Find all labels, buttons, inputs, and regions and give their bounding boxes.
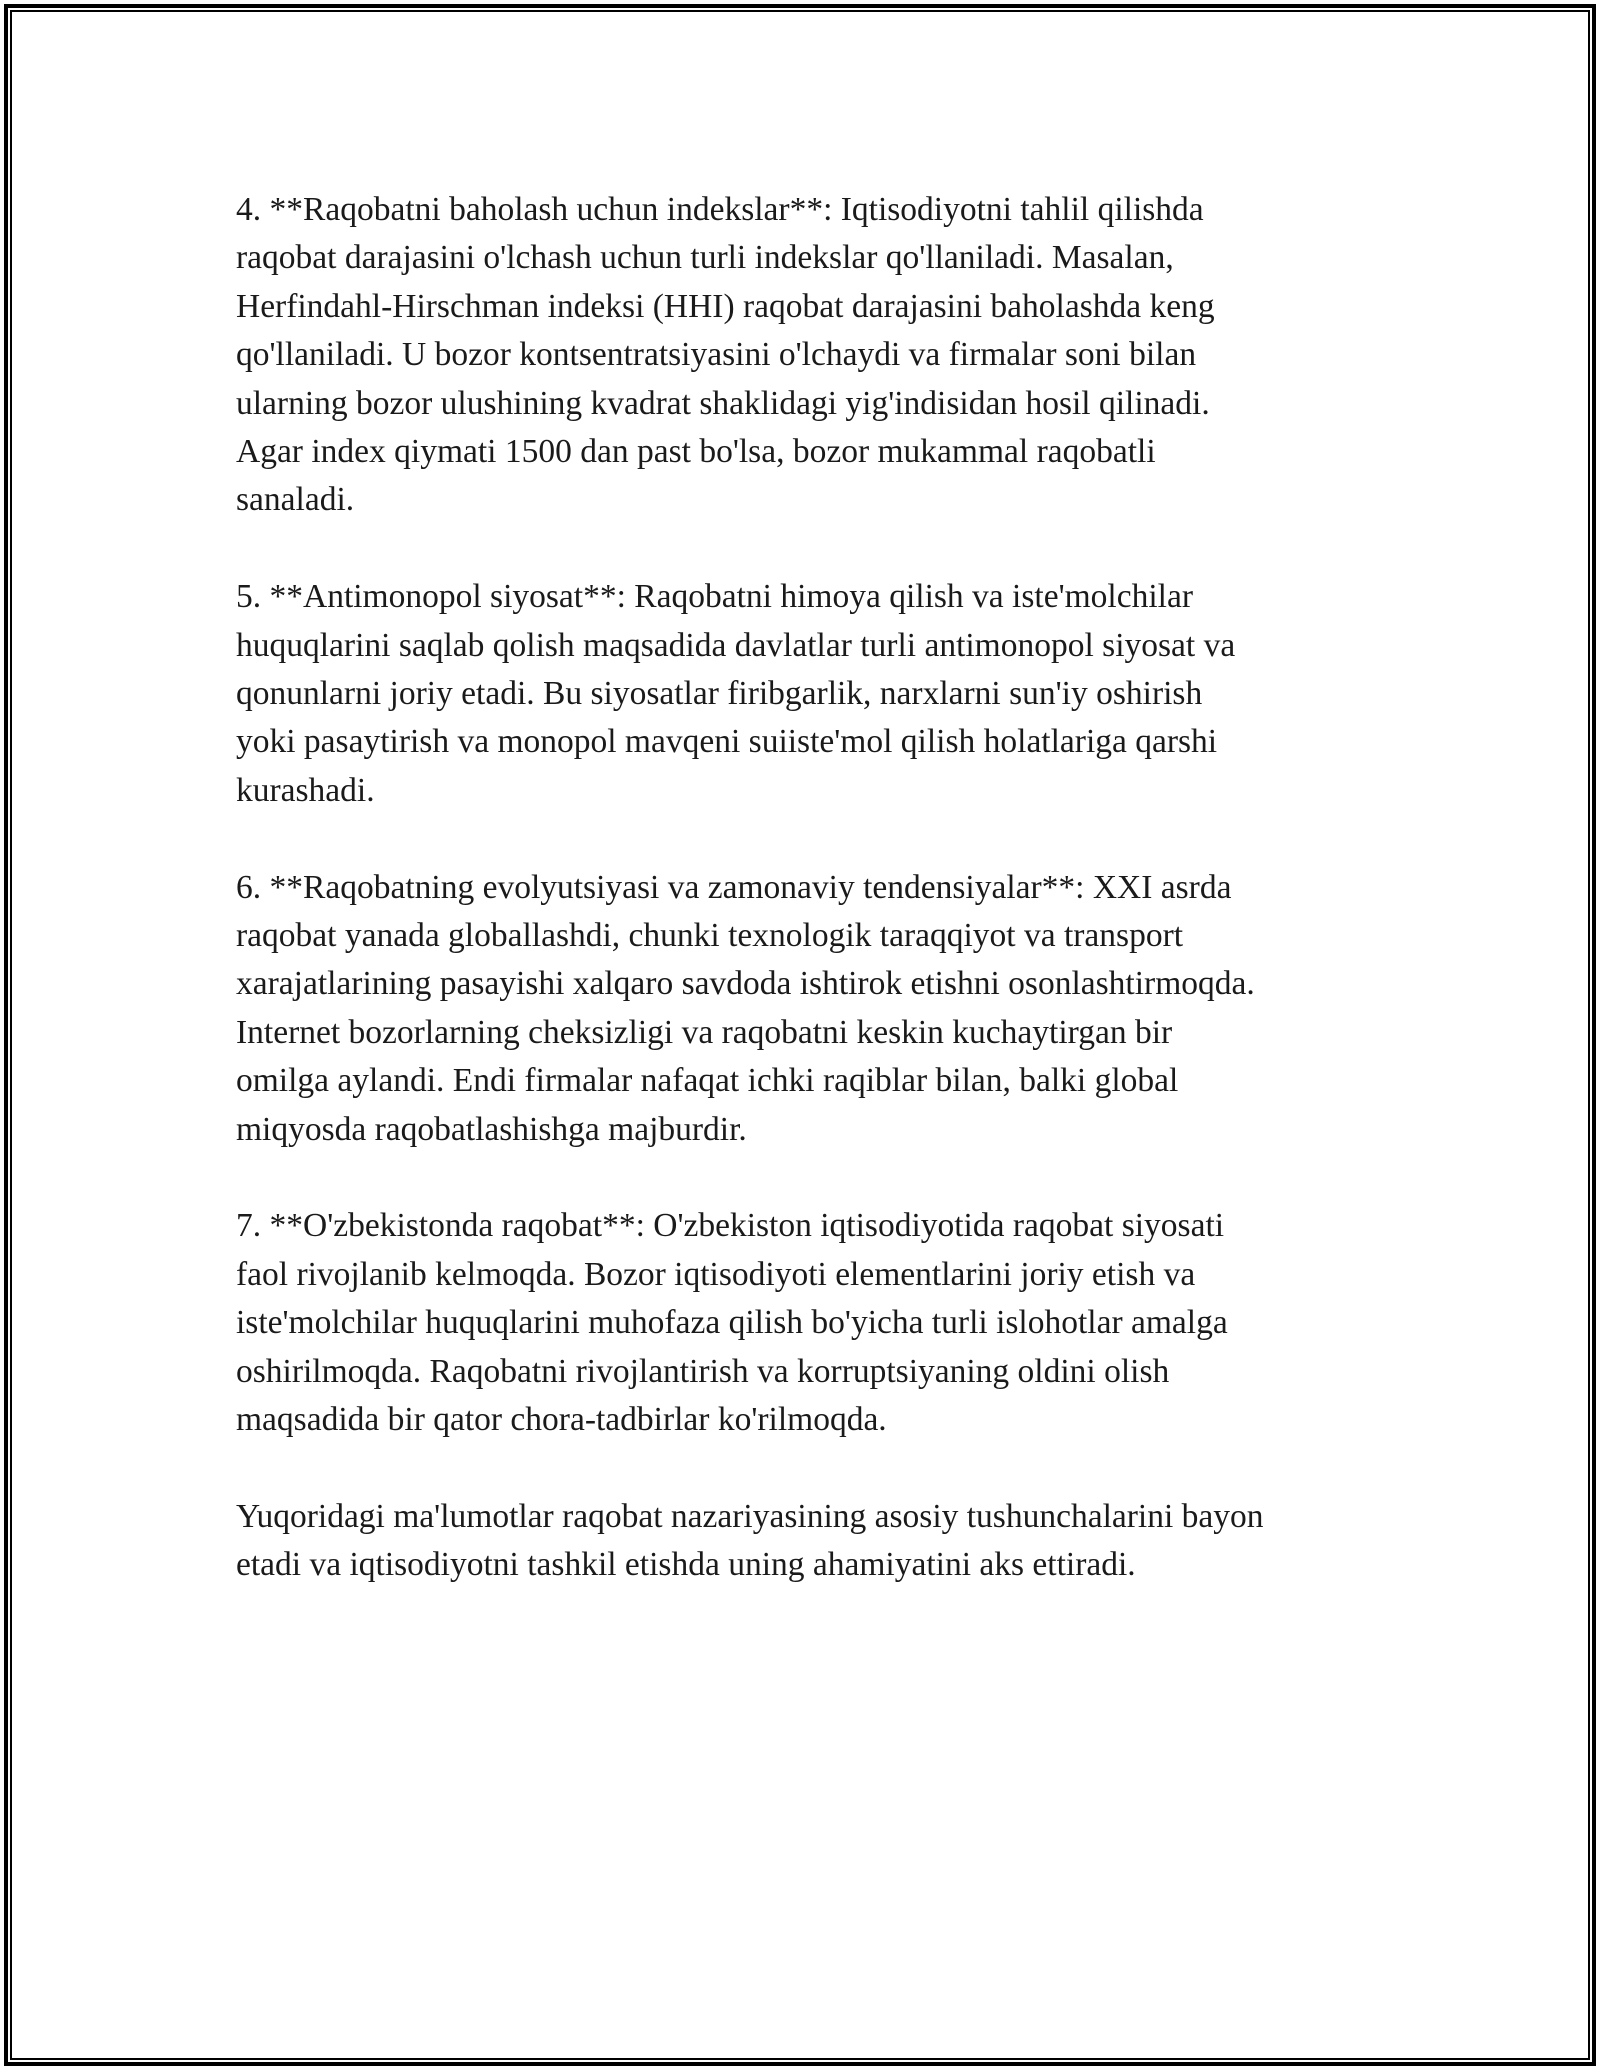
paragraph-competition-uzbekistan: 7. **O'zbekistonda raqobat**: O'zbekiston iqtisodiyotida raqobat siyosati faol rivojlanib kelmoqda. Bozor iqtisodiyoti elementlarini joriy etish va iste'molchilar huquqlarini muhofaza qilish bo'yicha turli islohotlar amalga oshirilmoqda. Raqobatni rivojlantirish va korruptsiyaning oldini olish maqsadida bir qator chora-tadbirlar ko'rilmoqda. (236, 1207, 1228, 1439)
paragraph-conclusion: Yuqoridagi ma'lumotlar raqobat nazariyasining asosiy tushunchalarini bayon etadi va iqtisodiyotni tashkil etishda uning ahamiyatini aks ettiradi. (236, 1497, 1264, 1584)
paragraph-competition-indices: 4. **Raqobatni baholash uchun indekslar**: Iqtisodiyotni tahlil qilishda raqobat darajasini o'lchash uchun turli indekslar qo'llaniladi. Masalan, Herfindahl-Hirschman indeksi (HHI) raqobat darajasini baholashda keng qo'llaniladi. U bozor kontsentratsiyasini o'lchaydi va firmalar soni bilan ularning bozor ulushining kvadrat shaklidagi yig'indisidan hosil qilinadi. Agar index qiymati 1500 dan past bo'lsa, bozor mukammal raqobatli sanaladi. (236, 191, 1215, 519)
document-body (236, 186, 1386, 1590)
paragraph-competition-evolution: 6. **Raqobatning evolyutsiyasi va zamonaviy tendensiyalar**: XXI asrda raqobat yanada globallashdi, chunki texnologik taraqqiyot va transport xarajatlarining pasayishi xalqaro savdoda ishtirok etishni osonlashtirmoqda. Internet bozorlarning cheksizligi va raqobatni keskin kuchaytirgan bir omilga aylandi. Endi firmalar nafaqat ichki raqiblar bilan, balki global miqyosda raqobatlashishga majburdir. (236, 868, 1255, 1148)
paragraph-antimonopoly-policy: 5. **Antimonopol siyosat**: Raqobatni himoya qilish va iste'molchilar huquqlarini saqlab qolish maqsadida davlatlar turli antimonopol siyosat va qonunlarni joriy etadi. Bu siyosatlar firibgarlik, narxlarni sun'iy oshirish yoki pasaytirish va monopol mavqeni suiiste'mol qilish holatlariga qarshi kurashadi. (236, 578, 1236, 809)
